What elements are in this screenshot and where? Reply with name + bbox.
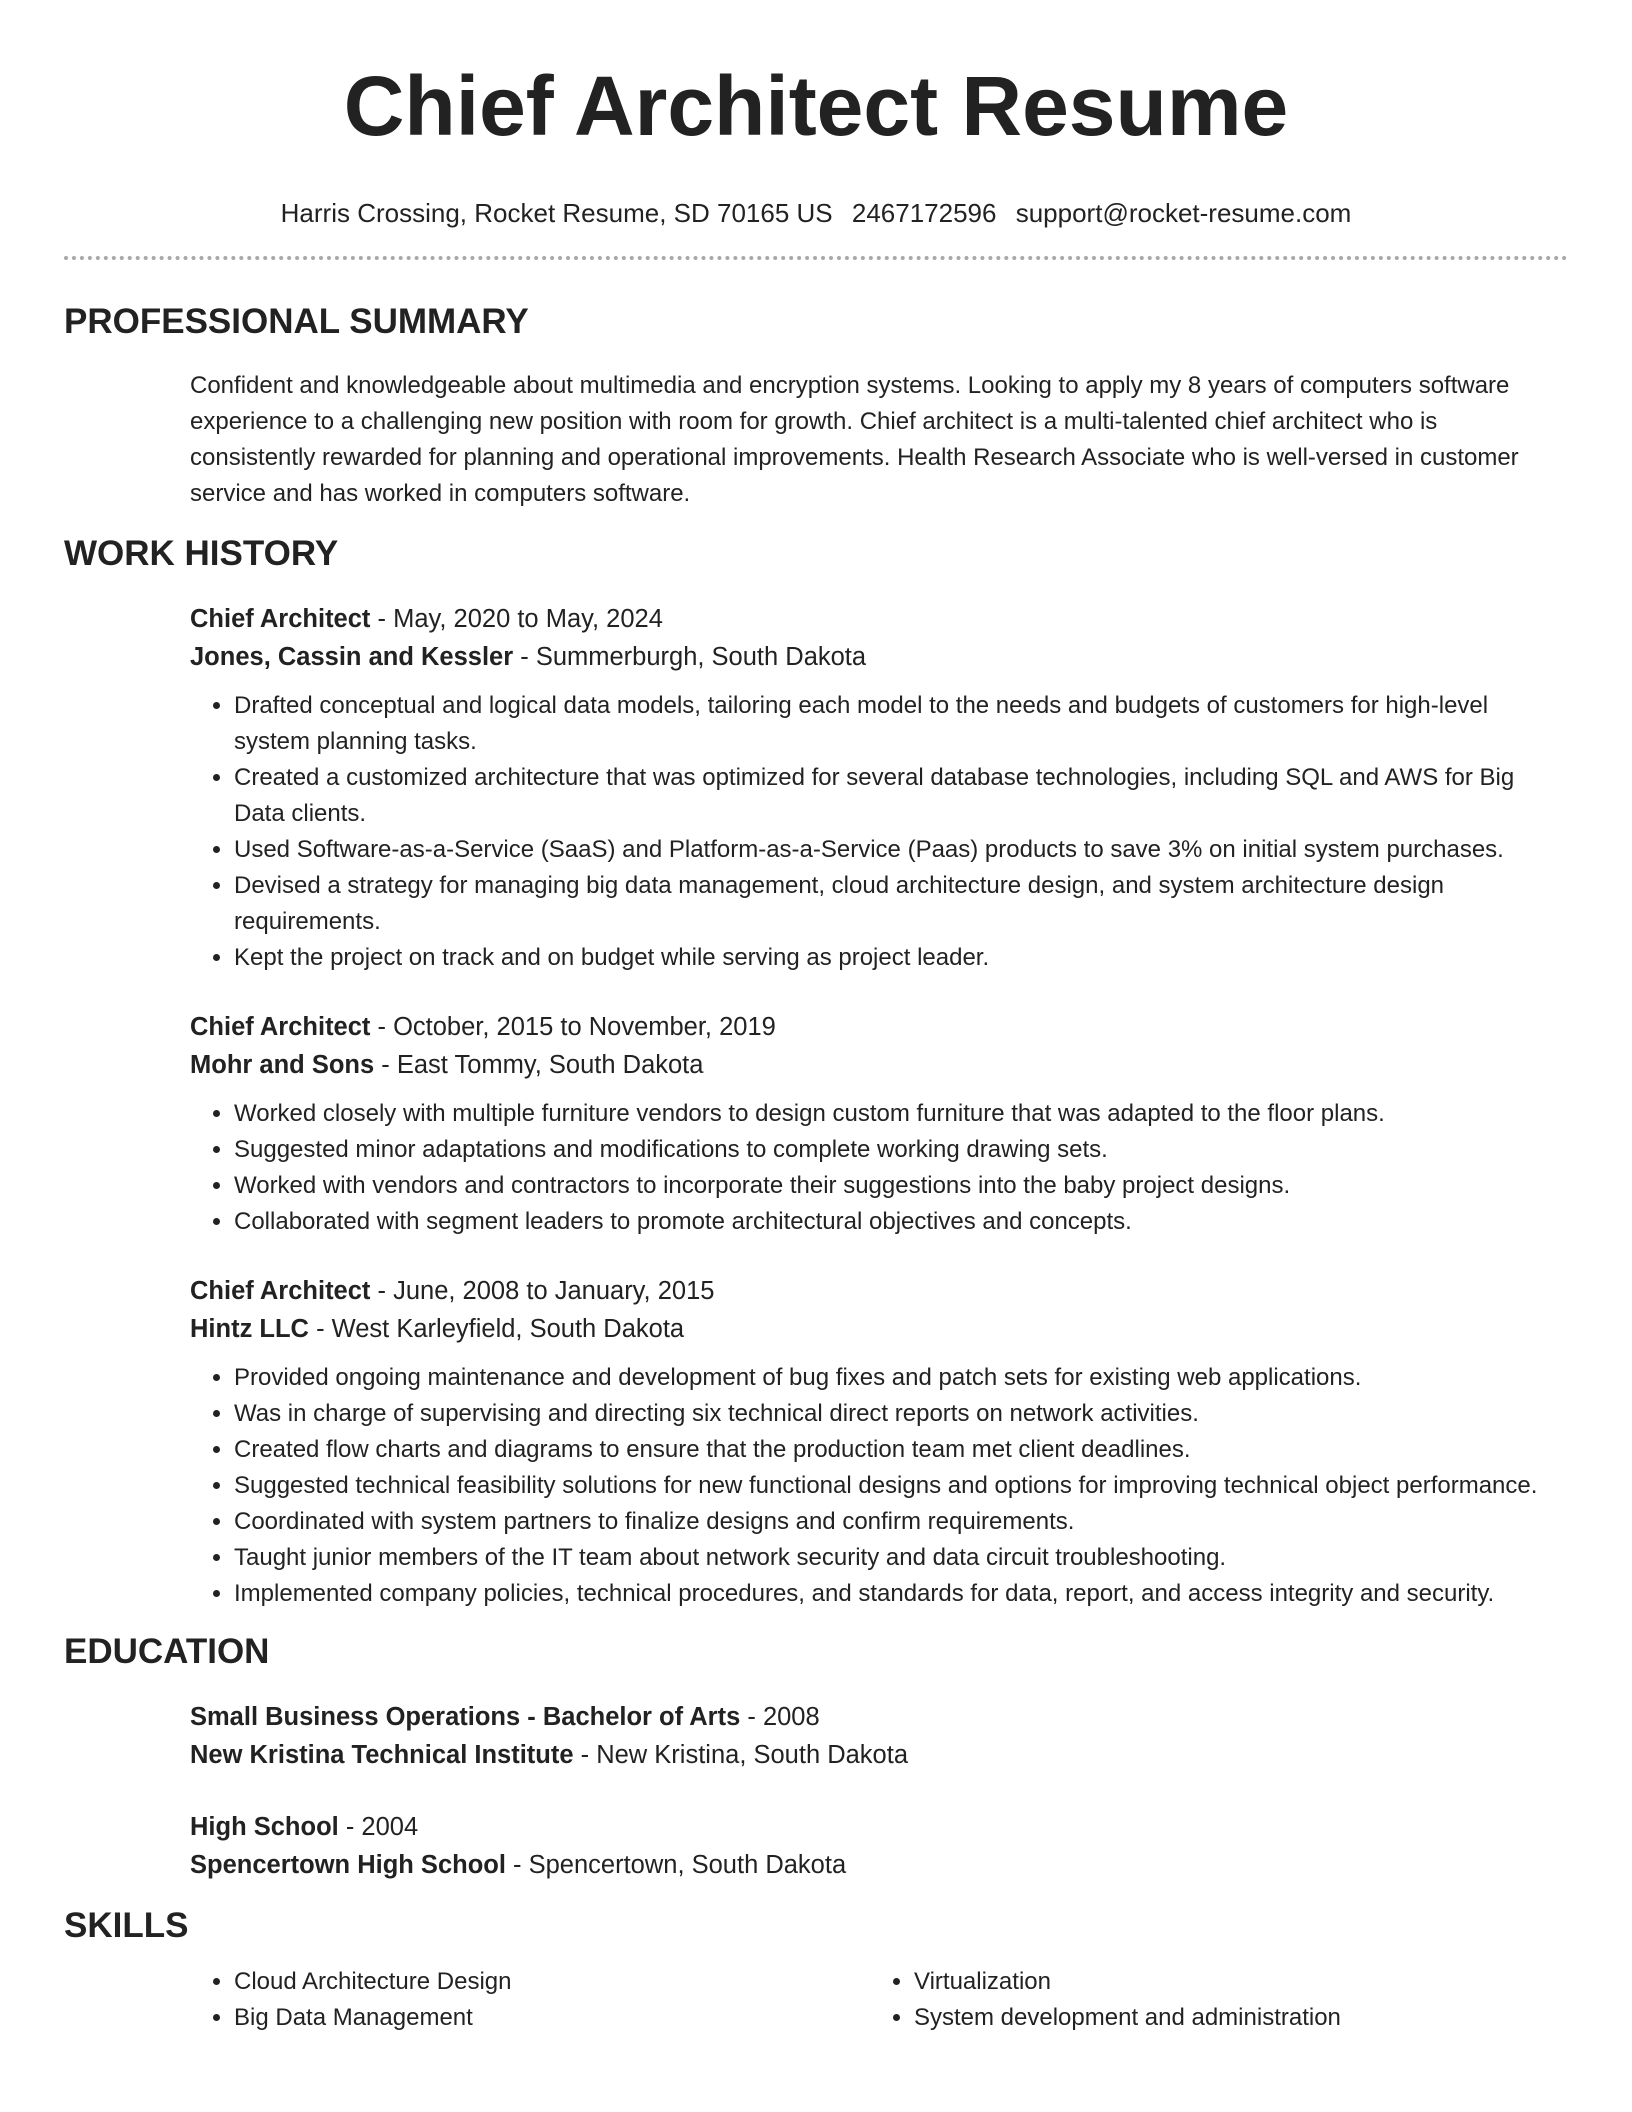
- job-bullets: [190, 688, 1568, 976]
- job-dates: - May, 2020 to May, 2024: [370, 605, 663, 633]
- list-item: • Implemented company policies, technical procedures, and standards for data, report, and access integrity and security.: [234, 1576, 1568, 1612]
- list-item: • Drafted conceptual and logical data models, tailoring each model to the needs and budgets of customers for high-level system planning tasks.: [234, 688, 1568, 760]
- job-entry: [190, 1008, 1568, 1240]
- school: New Kristina Technical Institute: [190, 1741, 574, 1769]
- job-bullets: [190, 1096, 1568, 1240]
- list-item: • Virtualization: [914, 1964, 1470, 2000]
- list-item: • Suggested minor adaptations and modifications to complete working drawing sets.: [234, 1132, 1568, 1168]
- list-item: • Coordinated with system partners to finalize designs and confirm requirements.: [234, 1504, 1568, 1540]
- degree-year: - 2008: [740, 1703, 820, 1731]
- school-line: [190, 1846, 1568, 1884]
- list-item: • System development and administration: [914, 2000, 1470, 2036]
- contact-email: support@rocket-resume.com: [1015, 198, 1352, 228]
- school-location: - Spencertown, South Dakota: [505, 1851, 847, 1879]
- job-company: Jones, Cassin and Kessler: [190, 643, 514, 671]
- list-item: • Suggested technical feasibility solutions for new functional designs and options for improving technical object performance.: [234, 1468, 1568, 1504]
- job-dates: - June, 2008 to January, 2015: [370, 1277, 715, 1305]
- job-entry: [190, 600, 1568, 976]
- contact-line: [64, 196, 1568, 230]
- school-line: [190, 1736, 1568, 1774]
- degree-line: [190, 1808, 1568, 1846]
- header-divider: [64, 256, 1568, 260]
- degree: Small Business Operations - Bachelor of Arts: [190, 1703, 741, 1731]
- school: Spencertown High School: [190, 1851, 506, 1879]
- list-item: • Used Software-as-a-Service (SaaS) and Platform-as-a-Service (Paas) products to save 3% on initial system purchases.: [234, 832, 1568, 868]
- skills-grid: [190, 1964, 1568, 2036]
- list-item: • Created flow charts and diagrams to ensure that the production team met client deadlines.: [234, 1432, 1568, 1468]
- job-location: - East Tommy, South Dakota: [374, 1051, 704, 1079]
- job-entry: [190, 1272, 1568, 1612]
- job-company-line: [190, 1310, 1568, 1348]
- job-dates: - October, 2015 to November, 2019: [370, 1013, 776, 1041]
- job-company-line: [190, 1046, 1568, 1084]
- job-title: Chief Architect: [190, 1013, 371, 1041]
- list-item: • Kept the project on track and on budget while serving as project leader.: [234, 940, 1568, 976]
- job-title-line: [190, 600, 1568, 638]
- education-entry: [190, 1808, 1568, 1884]
- education-entry: [190, 1698, 1568, 1774]
- skills-column-right: [870, 1964, 1470, 2036]
- list-item: • Was in charge of supervising and directing six technical direct reports on network activities.: [234, 1396, 1568, 1432]
- contact-phone: 2467172596: [851, 198, 997, 228]
- job-company: Mohr and Sons: [190, 1051, 375, 1079]
- list-item: • Big Data Management: [234, 2000, 870, 2036]
- job-title: Chief Architect: [190, 605, 371, 633]
- education-heading: EDUCATION: [64, 1632, 270, 1671]
- list-item: • Taught junior members of the IT team about network security and data circuit troubleshooting.: [234, 1540, 1568, 1576]
- work-history-heading: WORK HISTORY: [64, 534, 339, 573]
- contact-address: Harris Crossing, Rocket Resume, SD 70165 US: [280, 198, 833, 228]
- skills-heading: SKILLS: [64, 1906, 189, 1945]
- school-location: - New Kristina, South Dakota: [573, 1741, 909, 1769]
- list-item: • Worked with vendors and contractors to incorporate their suggestions into the baby project designs.: [234, 1168, 1568, 1204]
- job-location: - Summerburgh, South Dakota: [513, 643, 867, 671]
- degree-line: [190, 1698, 1568, 1736]
- degree-year: - 2004: [338, 1813, 419, 1841]
- summary-text: Confident and knowledgeable about multimedia and encryption systems. Looking to apply my 8 years of computers software experience to a challenging new position with room for growth. Chief architect is a multi-talented chief architect who is consistently rewarded for planning and operational improvements. Health Research Associate who is well-versed in customer service and has worked in computers software.: [190, 372, 1519, 507]
- job-company-line: [190, 638, 1568, 676]
- job-title: Chief Architect: [190, 1277, 371, 1305]
- list-item: • Collaborated with segment leaders to promote architectural objectives and concepts.: [234, 1204, 1568, 1240]
- list-item: • Worked closely with multiple furniture vendors to design custom furniture that was adapted to the floor plans.: [234, 1096, 1568, 1132]
- summary-heading: PROFESSIONAL SUMMARY: [64, 302, 529, 341]
- job-title-line: [190, 1272, 1568, 1310]
- degree: High School: [190, 1813, 339, 1841]
- list-item: • Provided ongoing maintenance and development of bug fixes and patch sets for existing web applications.: [234, 1360, 1568, 1396]
- list-item: • Cloud Architecture Design: [234, 1964, 870, 2000]
- job-company: Hintz LLC: [190, 1315, 309, 1343]
- job-title-line: [190, 1008, 1568, 1046]
- job-bullets: [190, 1360, 1568, 1612]
- page-title: Chief Architect Resume: [343, 59, 1289, 153]
- skills-column-left: [190, 1964, 870, 2036]
- job-location: - West Karleyfield, South Dakota: [308, 1315, 685, 1343]
- list-item: • Devised a strategy for managing big data management, cloud architecture design, and system architecture design requirements.: [234, 868, 1568, 940]
- list-item: • Created a customized architecture that was optimized for several database technologies, including SQL and AWS for Big Data clients.: [234, 760, 1568, 832]
